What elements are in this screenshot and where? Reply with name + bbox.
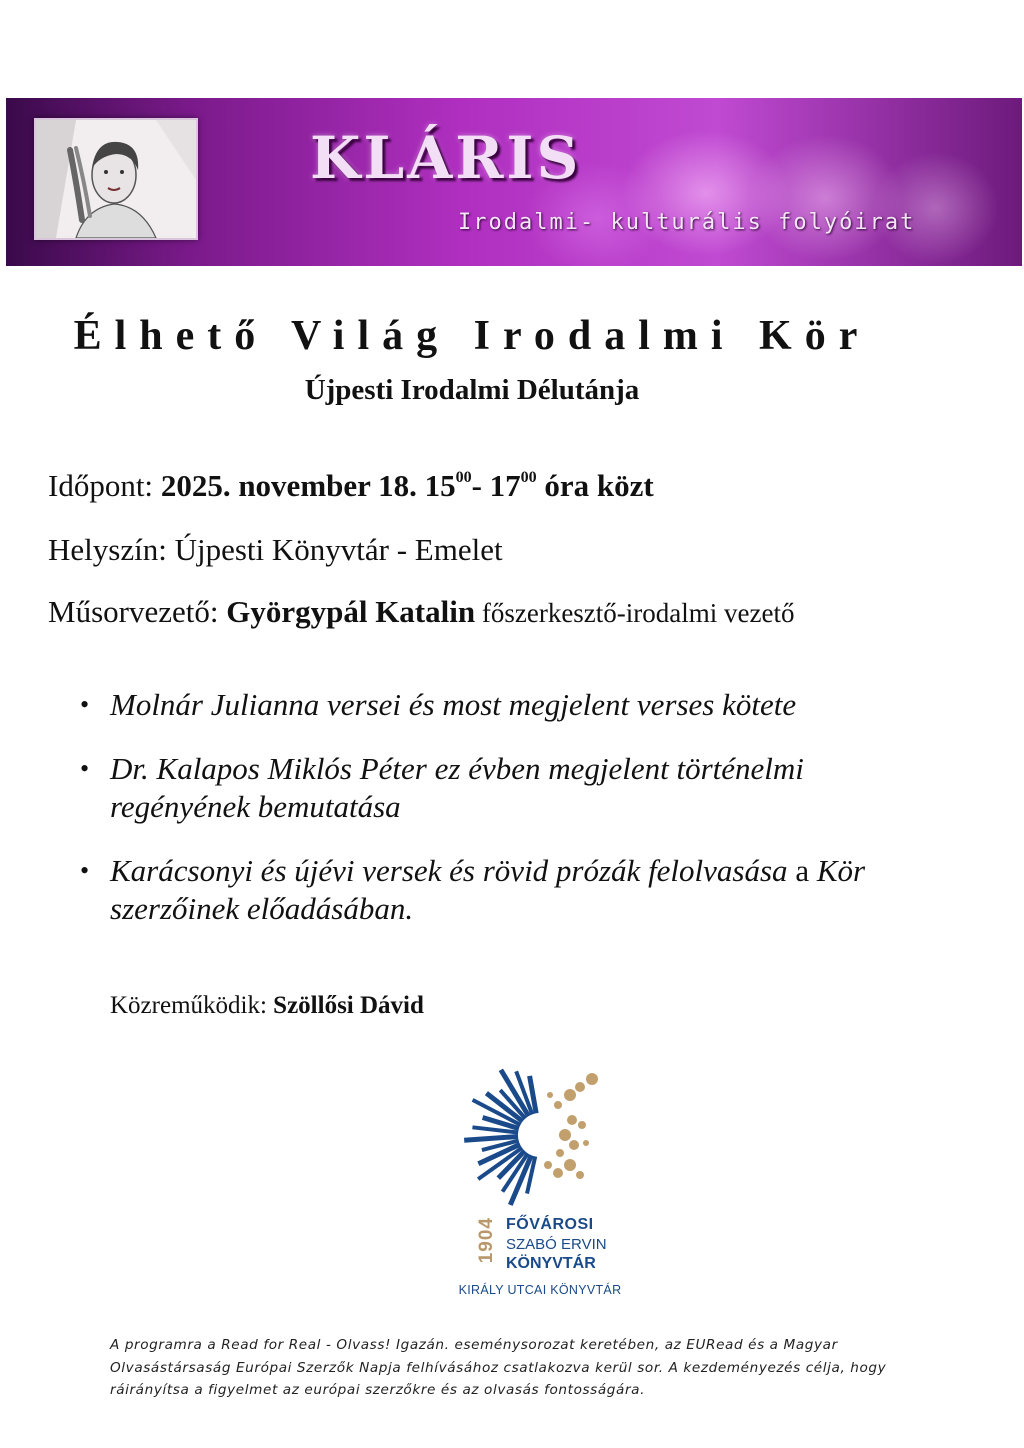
logo-line1: FŐVÁROSI (506, 1216, 594, 1233)
list-item: • Dr. Kalapos Miklós Péter ez évben megjelent történelmi regényének bemutatása (80, 750, 920, 826)
emblem-dot (576, 1171, 584, 1179)
host-role: főszerkesztő-irodalmi vezető (475, 598, 795, 628)
list-item: • Molnár Julianna versei és most megjelent verses kötete (80, 686, 920, 724)
library-emblem-icon (440, 1055, 640, 1215)
banner-title: KLÁRIS (310, 124, 582, 192)
banner-subtitle: Irodalmi- kulturális folyóirat (458, 210, 916, 235)
time-line (48, 468, 654, 504)
emblem-dot (567, 1115, 577, 1125)
event-title: Élhető Világ Irodalmi Kör (73, 313, 871, 359)
emblem-dot (564, 1159, 576, 1171)
place-line (48, 532, 503, 568)
header-banner (6, 98, 1022, 266)
time-date: 2025. november 18. $15^{00}-$ $17^{00}$ óra közt (160, 468, 654, 503)
emblem-dot (583, 1140, 589, 1146)
logo-line2: SZABÓ ERVIN (506, 1236, 607, 1253)
emblem-dot (564, 1089, 576, 1101)
logo-branch: KIRÁLY UTCAI KÖNYVTÁR (458, 1283, 622, 1297)
emblem-dot (556, 1149, 564, 1157)
footnote: A programra a Read for Real - Olvass! Igazán. eseménysorozat keretében, az EURead és a Magyar Olvasástársaság Európai Szerzők Napja felhívásához csatlakozva kerül sor. A kezdeményezés célja, hogy ráirányítsa a figyelmet az európai szerzőkre és az olvasás fontosságára. (110, 1337, 887, 1398)
logo-line3: KÖNYVTÁR (506, 1255, 596, 1272)
time-label: Időpont: (48, 468, 154, 503)
emblem-dot (569, 1140, 579, 1150)
logo-text (506, 1215, 607, 1274)
contributor-name: Szöllősi Dávid (273, 992, 424, 1019)
place-value: Újpesti Könyvtár - Emelet (166, 532, 503, 567)
emblem-dot (553, 1168, 563, 1178)
emblem-dot (554, 1101, 562, 1109)
host-label: Műsorvezető: (48, 594, 219, 629)
logo-year: 1904 (476, 1217, 497, 1264)
emblem-dot (578, 1121, 586, 1129)
emblem-dot (586, 1073, 598, 1085)
host-name: Györgypál Katalin (226, 594, 476, 629)
contributor-line (110, 992, 424, 1020)
event-subtitle: Újpesti Irodalmi Délutánja (304, 374, 640, 406)
emblem-dot (559, 1129, 571, 1141)
library-logo (440, 1055, 640, 1305)
place-label: Helyszín: (48, 532, 167, 567)
emblem-ray (464, 1137, 518, 1141)
portrait-sketch-icon (34, 118, 198, 240)
program-list (80, 686, 920, 954)
list-item: • Karácsonyi és újévi versek és rövid prózák felolvasása a Kör szerzőinek előadásában. (80, 852, 920, 928)
contributor-label: Közreműködik: (110, 992, 267, 1019)
emblem-dot (544, 1161, 552, 1169)
emblem-dot (547, 1092, 553, 1098)
host-line (48, 594, 794, 630)
emblem-dot (575, 1082, 585, 1092)
